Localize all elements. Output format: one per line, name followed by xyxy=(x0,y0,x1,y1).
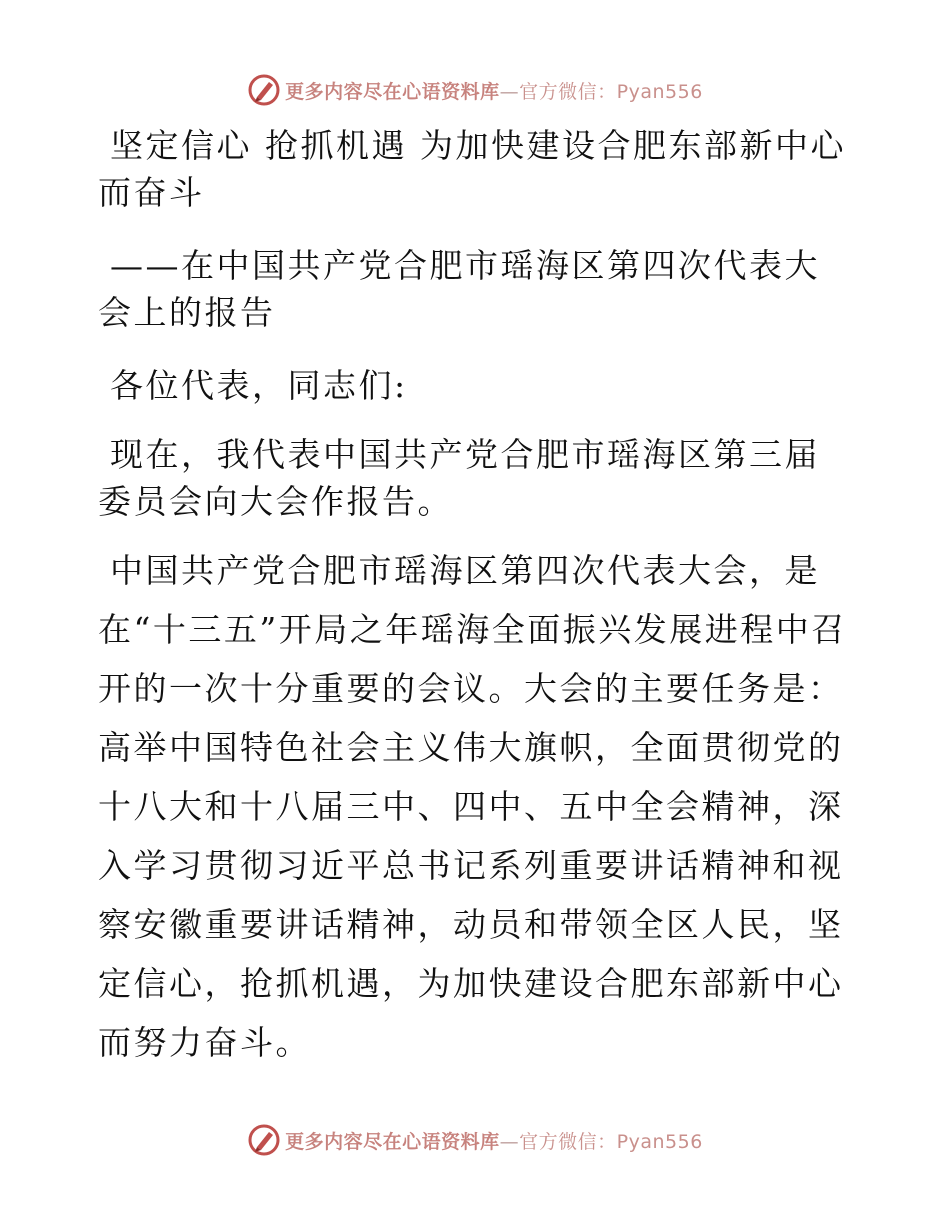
paragraph-2: 中国共产党合肥市瑶海区第四次代表大会，是在“十三五”开局之年瑶海全面振兴发展进程中召开的一次十分重要的会议。大会的主要任务是：高举中国特色社会主义伟大旗帜，全面贯彻党的十八大和十八届三中、四中、五中全会精神，深入学习贯彻习近平总书记系列重要讲话精神和视察安徽重要讲话精神，动员和带领全区人民，坚定信心，抢抓机遇，为加快建设合肥东部新中心而努力奋斗。 xyxy=(98,551,847,1062)
document-subtitle: ——在中国共产党合肥市瑶海区第四次代表大会上的报告 xyxy=(98,246,820,332)
document-body xyxy=(98,122,853,1094)
banner-wechat-text: 官方微信：Pyan556 xyxy=(519,1130,703,1153)
banner-text xyxy=(285,77,703,104)
salutation: 各位代表，同志们: xyxy=(110,366,408,405)
document-title: 坚定信心 抢抓机遇 为加快建设合肥东部新中心而奋斗 xyxy=(98,126,846,212)
banner-site-text: 更多内容尽在心语资料库 xyxy=(285,80,500,103)
banner-wechat-text: 官方微信：Pyan556 xyxy=(519,80,703,103)
pen-logo-icon xyxy=(247,73,281,107)
banner-text xyxy=(285,1127,703,1154)
banner-separator: — xyxy=(499,1130,520,1153)
banner-separator: — xyxy=(499,80,520,103)
banner-site-text: 更多内容尽在心语资料库 xyxy=(285,1130,500,1153)
header-banner xyxy=(0,70,950,110)
footer-banner xyxy=(0,1120,950,1160)
pen-logo-icon xyxy=(247,1123,281,1157)
paragraph-1: 现在，我代表中国共产党合肥市瑶海区第三届委员会向大会作报告。 xyxy=(98,435,820,521)
